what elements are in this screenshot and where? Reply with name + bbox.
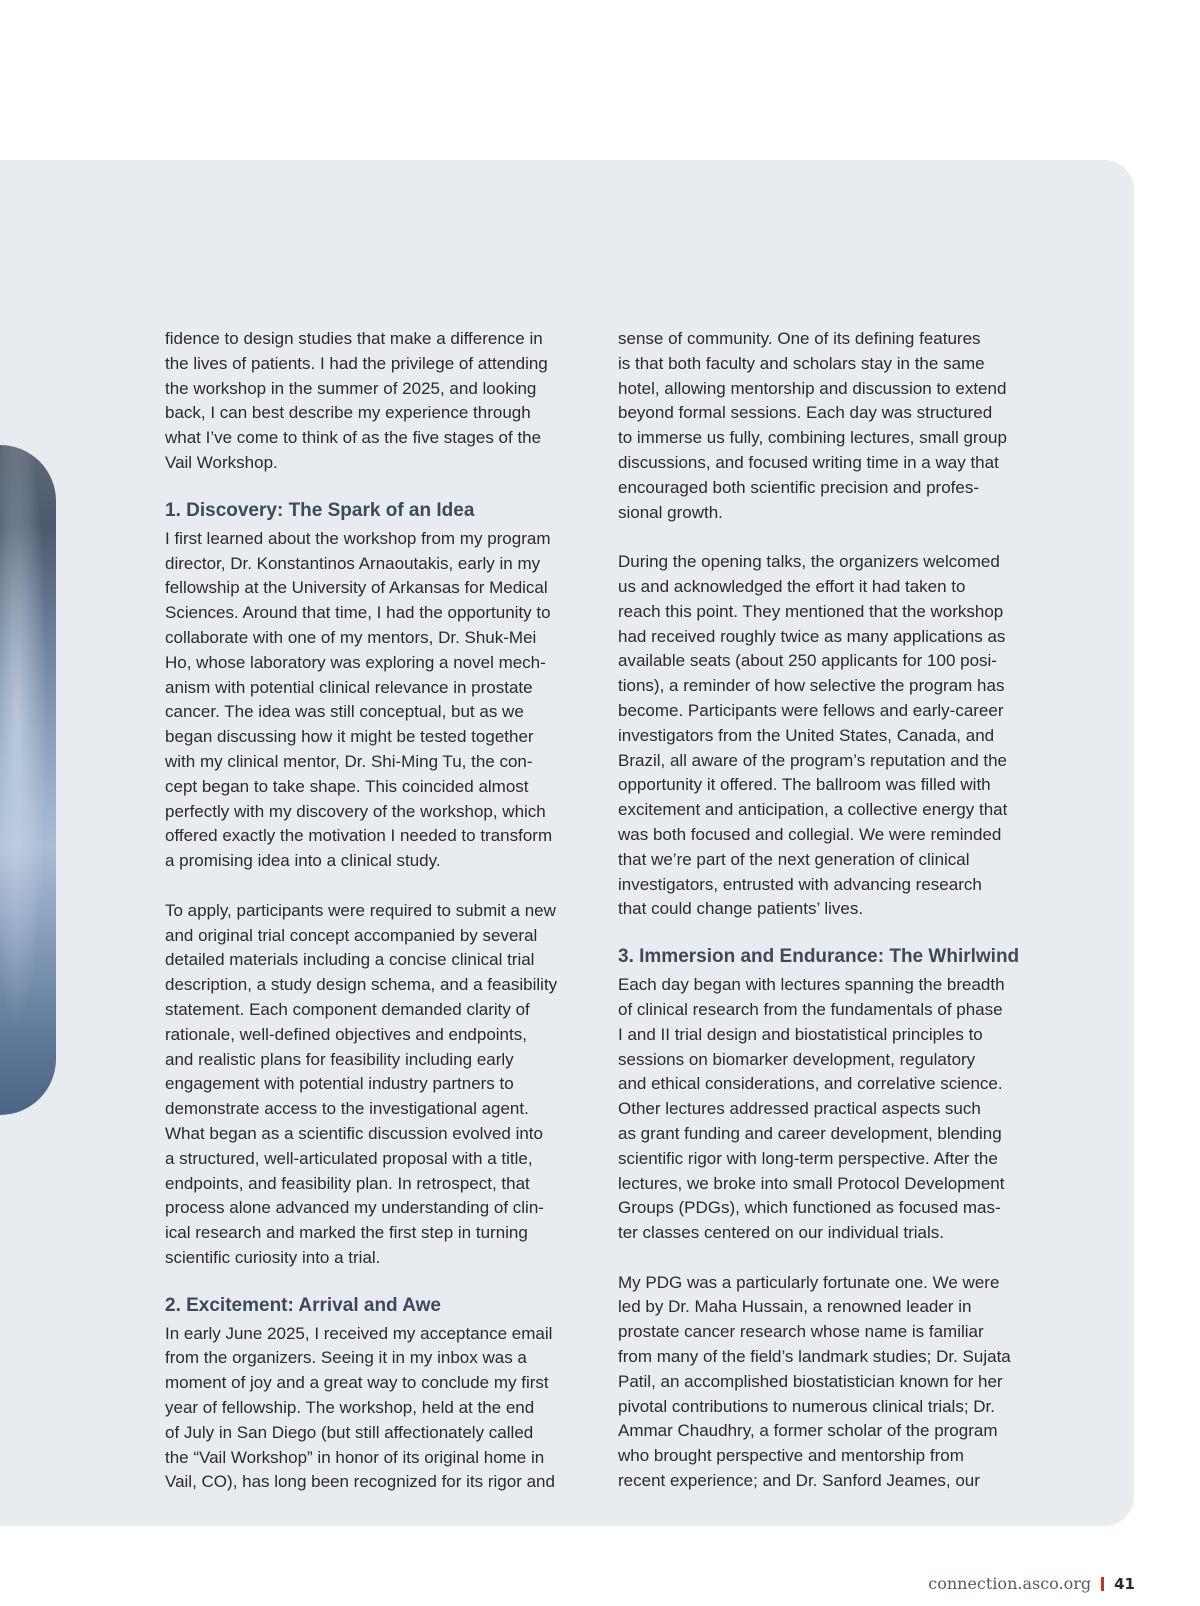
body-paragraph: During the opening talks, the organizers welcomed us and acknowledged the effort it had taken to reach this point. They mentioned that the workshop had received roughly twice as many applications as available seats (about 250 applicants for 100 posi- tions), a reminder of how selective the program has become. Participants were fellows and early-career investigators from the United States, Canada, and Brazil, all aware of the program’s reputation and the opportunity it offered. The ballroom was filled with excitement and anticipation, a collective energy that was both focused and collegial. We were reminded that we’re part of the next generation of clinical investigators, entrusted with advancing research that could change patients’ lives. xyxy=(618,552,1008,919)
footer-site-link[interactable]: connection.asco.org xyxy=(928,1574,1092,1593)
right-column xyxy=(618,327,1046,1494)
footer-separator xyxy=(1101,1577,1104,1591)
body-paragraph: In early June 2025, I received my acceptance email from the organizers. Seeing it in my inbox was a moment of joy and a great way to conclude my first year of fellowship. The workshop, held at the end of July in San Diego (but still affectionately called the “Vail Workshop” in honor of its original home in Vail, CO), has long been recognized for its rigor and xyxy=(165,1323,555,1492)
page-footer xyxy=(928,1574,1135,1593)
body-paragraph: sense of community. One of its defining features is that both faculty and scholars stay in the same hotel, allowing mentorship and discussion to extend beyond formal sessions. Each day was structured to immerse us fully, combining lectures, small group discussions, and focused writing time in a way that encouraged both scientific precision and profes- sional growth. xyxy=(618,329,1007,522)
body-paragraph: Each day began with lectures spanning the breadth of clinical research from the fundamentals of phase I and II trial design and biostatistical principles to sessions on biomarker development, regulatory and ethical considerations, and correlative science. Other lectures addressed practical aspects such as grant funding and career development, blending scientific rigor with long-term perspective. After the lectures, we broke into small Protocol Development Groups (PDGs), which functioned as focused mas- ter classes centered on our individual trials. xyxy=(618,975,1005,1243)
left-column xyxy=(165,327,593,1495)
section-heading-immersion: 3. Immersion and Endurance: The Whirlwind xyxy=(618,946,1020,968)
body-paragraph: My PDG was a particularly fortunate one. We were led by Dr. Maha Hussain, a renowned leader in prostate cancer research whose name is familiar from many of the field’s landmark studies; Dr. Sujata Patil, an accomplished biostatistician known for her pivotal contributions to numerous clinical trials; Dr. Ammar Chaudhry, a former scholar of the program who brought perspective and mentorship from recent experience; and Dr. Sanford Jeames, our xyxy=(618,1272,1011,1491)
section-heading-excitement: 2. Excitement: Arrival and Awe xyxy=(165,1294,441,1316)
intro-paragraph: fidence to design studies that make a difference in the lives of patients. I had the privilege of attending the workshop in the summer of 2025, and looking back, I can best describe my experience through what I’ve come to think of as the five stages of the Vail Workshop. xyxy=(165,329,548,472)
section-heading-discovery: 1. Discovery: The Spark of an Idea xyxy=(165,499,475,521)
cropped-photo xyxy=(0,445,56,1115)
page-number: 41 xyxy=(1114,1574,1135,1593)
body-paragraph: I first learned about the workshop from my program director, Dr. Konstantinos Arnaoutakis, early in my fellowship at the University of Arkansas for Medical Sciences. Around that time, I had the opportunity to collaborate with one of my mentors, Dr. Shuk-Mei Ho, whose laboratory was exploring a novel mech- anism with potential clinical relevance in prostate cancer. The idea was still conceptual, but as we began discussing how it might be tested together with my clinical mentor, Dr. Shi-Ming Tu, the con- cept began to take shape. This coincided almost perfectly with my discovery of the workshop, which offered exactly the motivation I needed to transform a promising idea into a clinical study. xyxy=(165,528,553,871)
body-paragraph: To apply, participants were required to submit a new and original trial concept accompanied by several detailed materials including a concise clinical trial description, a study design schema, and a feasibility statement. Each component demanded clarity of rationale, well-defined objectives and endpoints, and realistic plans for feasibility including early engagement with potential industry partners to demonstrate access to the investigational agent. What began as a scientific discussion evolved into a structured, well-articulated proposal with a title, endpoints, and feasibility plan. In retrospect, that process alone advanced my understanding of clin- ical research and marked the first step in turning scientific curiosity into a trial. xyxy=(165,900,558,1267)
